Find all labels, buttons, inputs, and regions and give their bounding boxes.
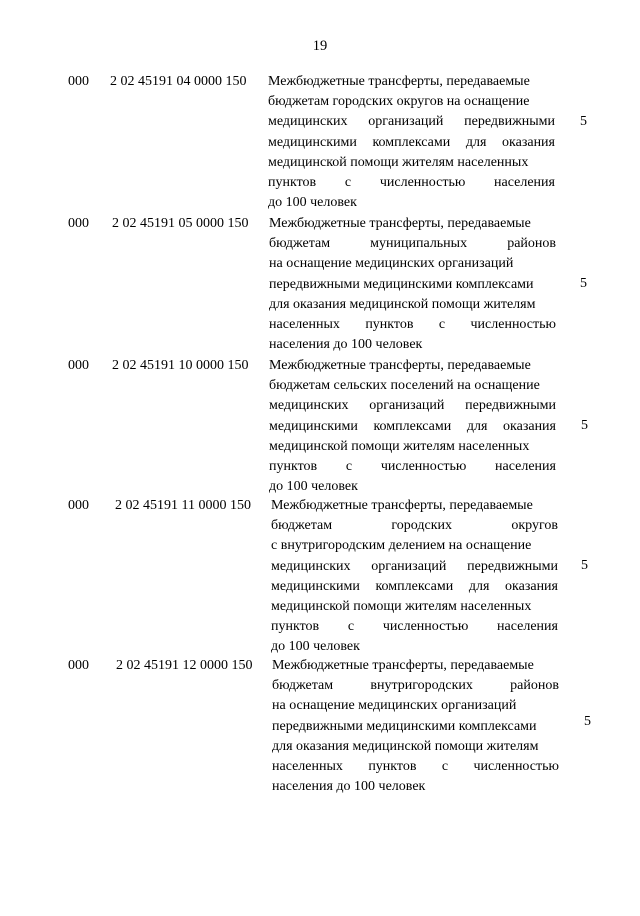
budget-classification-code: 2 02 45191 04 0000 150 xyxy=(110,74,247,89)
description-line: медицинской помощи жителям населенных xyxy=(271,599,532,615)
admin-code: 000 xyxy=(68,216,89,231)
description-line: пунктов с численностью населения xyxy=(269,459,556,475)
description-line: передвижными медицинскими комплексами xyxy=(269,276,534,292)
description-line: пунктов с численностью населения xyxy=(268,175,555,191)
revenue-description xyxy=(269,214,556,355)
revenue-description xyxy=(268,72,555,213)
budget-classification-code: 2 02 45191 05 0000 150 xyxy=(112,216,249,231)
budget-classification-code: 2 02 45191 12 0000 150 xyxy=(116,658,253,673)
admin-code: 000 xyxy=(68,498,89,513)
description-line: медицинскими комплексами для оказания xyxy=(271,578,558,594)
amount-value: 5 xyxy=(581,558,588,573)
budget-classification-code: 2 02 45191 10 0000 150 xyxy=(112,358,249,373)
admin-code: 000 xyxy=(68,74,89,89)
amount-value: 5 xyxy=(581,418,588,433)
description-line: Межбюджетные трансферты, передаваемые xyxy=(271,498,533,513)
description-line: медицинскими комплексами для оказания xyxy=(269,418,556,434)
description-line: пунктов с численностью населения xyxy=(271,619,558,635)
description-line: медицинской помощи жителям населенных xyxy=(268,154,529,170)
budget-classification-code: 2 02 45191 11 0000 150 xyxy=(115,498,251,513)
description-line: на оснащение медицинских организаций xyxy=(272,698,517,714)
description-line: населения до 100 человек xyxy=(269,337,423,353)
description-line: для оказания медицинской помощи жителям xyxy=(269,296,536,312)
description-line: Межбюджетные трансферты, передаваемые xyxy=(272,658,534,673)
description-line: медицинских организаций передвижными xyxy=(271,558,558,574)
description-line: населенных пунктов с численностью xyxy=(269,317,556,333)
description-line: населения до 100 человек xyxy=(272,779,426,795)
description-line: с внутригородским делением на оснащение xyxy=(271,538,532,554)
description-line: для оказания медицинской помощи жителям xyxy=(272,738,539,754)
description-line: до 100 человек xyxy=(271,639,360,655)
amount-value: 5 xyxy=(580,114,587,129)
description-line: медицинских организаций передвижными xyxy=(269,398,556,414)
admin-code: 000 xyxy=(68,358,89,373)
revenue-description xyxy=(269,356,556,497)
description-line: медицинских организаций передвижными xyxy=(268,114,555,130)
description-line: Межбюджетные трансферты, передаваемые xyxy=(269,216,531,231)
amount-value: 5 xyxy=(580,276,587,291)
revenue-description xyxy=(271,496,558,658)
description-line: населенных пунктов с численностью xyxy=(272,759,559,775)
description-line: Межбюджетные трансферты, передаваемые xyxy=(269,358,531,373)
revenue-description xyxy=(272,656,559,797)
description-line: Межбюджетные трансферты, передаваемые xyxy=(268,74,530,89)
admin-code: 000 xyxy=(68,658,89,673)
page-number: 19 xyxy=(312,38,328,54)
description-line: бюджетам городских округов xyxy=(271,518,558,534)
description-line: передвижными медицинскими комплексами xyxy=(272,718,537,734)
description-line: бюджетам внутригородских районов xyxy=(272,678,559,694)
description-line: медицинской помощи жителям населенных xyxy=(269,438,530,454)
description-line: бюджетам городских округов на оснащение xyxy=(268,94,530,110)
amount-value: 5 xyxy=(584,714,591,729)
description-line: до 100 человек xyxy=(268,195,357,211)
description-line: до 100 человек xyxy=(269,479,358,495)
description-line: бюджетам сельских поселений на оснащение xyxy=(269,378,540,394)
description-line: бюджетам муниципальных районов xyxy=(269,236,556,252)
description-line: медицинскими комплексами для оказания xyxy=(268,134,555,150)
description-line: на оснащение медицинских организаций xyxy=(269,256,514,272)
